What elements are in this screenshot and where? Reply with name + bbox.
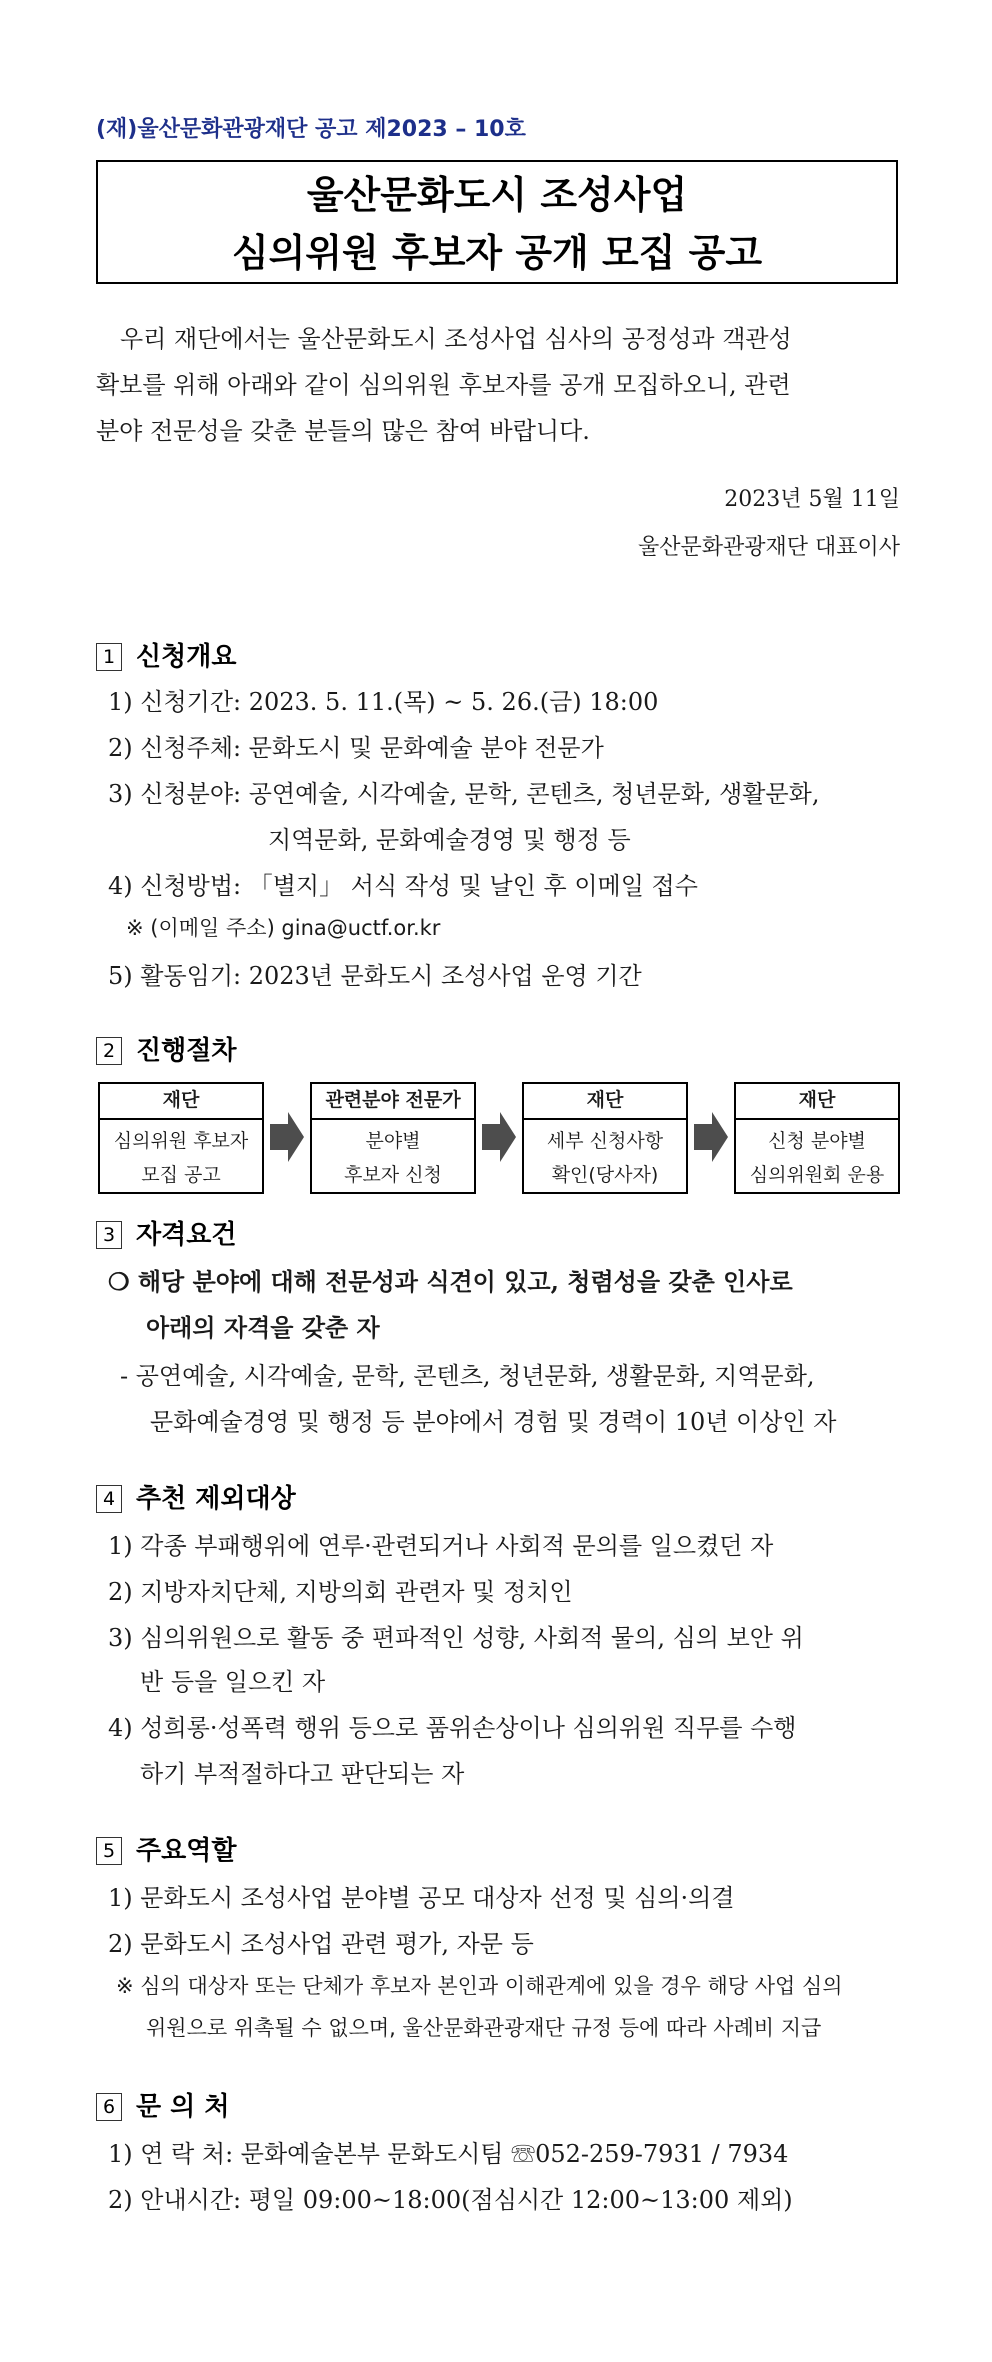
title-box (96, 160, 898, 284)
section-1-heading (96, 636, 236, 673)
section-number: 4 (96, 1485, 122, 1513)
step-body-line: 확인(당사자) (551, 1164, 659, 1186)
s1-item-4: 4) 신청방법: 「별지」 서식 작성 및 날인 후 이메일 접수 (108, 872, 698, 900)
step-body (312, 1120, 474, 1192)
step-body-line: 심의위원회 운용 (749, 1164, 885, 1186)
section-5-heading (96, 1830, 236, 1867)
s1-item-3: 3) 신청분야: 공연예술, 시각예술, 문학, 콘텐츠, 청년문화, 생활문화, (108, 780, 820, 808)
s6-contact: 1) 연 락 처: 문화예술본부 문화도시팀 ☏052-259-7931 / 7934 (108, 2140, 789, 2168)
section-title: 신청개요 (136, 642, 237, 672)
step-body (100, 1120, 262, 1192)
arrow-right-icon (270, 1112, 306, 1162)
s1-item-5: 5) 활동임기: 2023년 문화도시 조성사업 운영 기간 (108, 962, 642, 990)
process-step-3 (522, 1082, 688, 1194)
intro-line-2: 확보를 위해 아래와 같이 심의위원 후보자를 공개 모집하오니, 관련 (96, 371, 791, 399)
title-line-1: 울산문화도시 조성사업 (306, 173, 688, 217)
process-step-1 (98, 1082, 264, 1194)
section-title: 진행절차 (136, 1036, 237, 1066)
s1-item-1: 1) 신청기간: 2023. 5. 11.(목) ~ 5. 26.(금) 18:00 (108, 688, 659, 716)
section-number: 3 (96, 1221, 122, 1249)
step-body (524, 1120, 686, 1192)
process-step-2 (310, 1082, 476, 1194)
intro-line-1: 우리 재단에서는 울산문화도시 조성사업 심사의 공정성과 객관성 (120, 325, 792, 353)
intro-paragraph (96, 316, 900, 454)
s3-criteria-2-cont: 문화예술경영 및 행정 등 분야에서 경험 및 경력이 10년 이상인 자 (150, 1408, 837, 1436)
issuer: 울산문화관광재단 대표이사 (637, 535, 900, 560)
section-number: 5 (96, 1837, 122, 1865)
step-head: 재단 (736, 1084, 898, 1120)
s4-item-1: 1) 각종 부패행위에 연루·관련되거나 사회적 문의를 일으켰던 자 (108, 1532, 774, 1560)
s3-criteria-1-cont: 아래의 자격을 갖춘 자 (146, 1313, 380, 1342)
section-3-heading (96, 1214, 236, 1251)
section-6-heading (96, 2086, 229, 2123)
step-body-line: 분야별 (365, 1130, 421, 1152)
s3-criteria-1: ❍ 해당 분야에 대해 전문성과 식견이 있고, 청렴성을 갖춘 인사로 (108, 1267, 793, 1296)
step-body-line: 심의위원 후보자 (113, 1130, 249, 1152)
s4-item-2: 2) 지방자치단체, 지방의회 관련자 및 정치인 (108, 1578, 573, 1606)
s3-criteria-2: - 공연예술, 시각예술, 문학, 콘텐츠, 청년문화, 생활문화, 지역문화, (120, 1362, 815, 1390)
step-body-line: 후보자 신청 (344, 1164, 442, 1186)
step-body (736, 1120, 898, 1192)
step-head: 재단 (100, 1084, 262, 1120)
title-line-2: 심의위원 후보자 공개 모집 공고 (231, 231, 763, 275)
process-step-4 (734, 1082, 900, 1194)
notice-date: 2023년 5월 11일 (724, 487, 900, 512)
s5-item-2: 2) 문화도시 조성사업 관련 평가, 자문 등 (108, 1930, 534, 1958)
s5-item-1: 1) 문화도시 조성사업 분야별 공모 대상자 선정 및 심의·의결 (108, 1884, 735, 1912)
s6-hours: 2) 안내시간: 평일 09:00~18:00(점심시간 12:00~13:00 제외) (108, 2186, 793, 2214)
intro-line-3: 분야 전문성을 갖춘 분들의 많은 참여 바랍니다. (96, 417, 590, 445)
step-body-line: 세부 신청사항 (546, 1130, 664, 1152)
s4-item-3: 3) 심의위원으로 활동 중 편파적인 성향, 사회적 물의, 심의 보안 위 (108, 1624, 804, 1652)
s1-email-note: ※ (이메일 주소) gina@uctf.or.kr (126, 916, 441, 940)
s5-note: ※ 심의 대상자 또는 단체가 후보자 본인과 이해관계에 있을 경우 해당 사업 심의 (116, 1974, 843, 1998)
s4-item-4: 4) 성희롱·성폭력 행위 등으로 품위손상이나 심의위원 직무를 수행 (108, 1714, 797, 1742)
section-title: 추천 제외대상 (136, 1484, 296, 1514)
s1-item-2: 2) 신청주체: 문화도시 및 문화예술 분야 전문가 (108, 734, 604, 762)
step-body-line: 신청 분야별 (768, 1130, 866, 1152)
section-2-heading (96, 1030, 236, 1067)
notice-number: (재)울산문화관광재단 공고 제2023 – 10호 (96, 117, 526, 142)
section-title: 문 의 처 (136, 2092, 230, 2122)
s1-item-3-cont: 지역문화, 문화예술경영 및 행정 등 (268, 826, 631, 854)
section-number: 6 (96, 2093, 122, 2121)
section-number: 2 (96, 1037, 122, 1065)
s4-item-4-cont: 하기 부적절하다고 판단되는 자 (140, 1760, 465, 1788)
step-body-line: 모집 공고 (141, 1164, 221, 1186)
s5-note-cont: 위원으로 위촉될 수 없으며, 울산문화관광재단 규정 등에 따라 사례비 지급 (146, 2016, 822, 2040)
arrow-right-icon (482, 1112, 518, 1162)
arrow-right-icon (694, 1112, 730, 1162)
s4-item-3-cont: 반 등을 일으킨 자 (140, 1668, 326, 1696)
section-4-heading (96, 1478, 296, 1515)
step-head: 재단 (524, 1084, 686, 1120)
section-title: 자격요건 (136, 1220, 237, 1250)
section-title: 주요역할 (136, 1836, 237, 1866)
step-head: 관련분야 전문가 (312, 1084, 474, 1120)
section-number: 1 (96, 643, 122, 671)
